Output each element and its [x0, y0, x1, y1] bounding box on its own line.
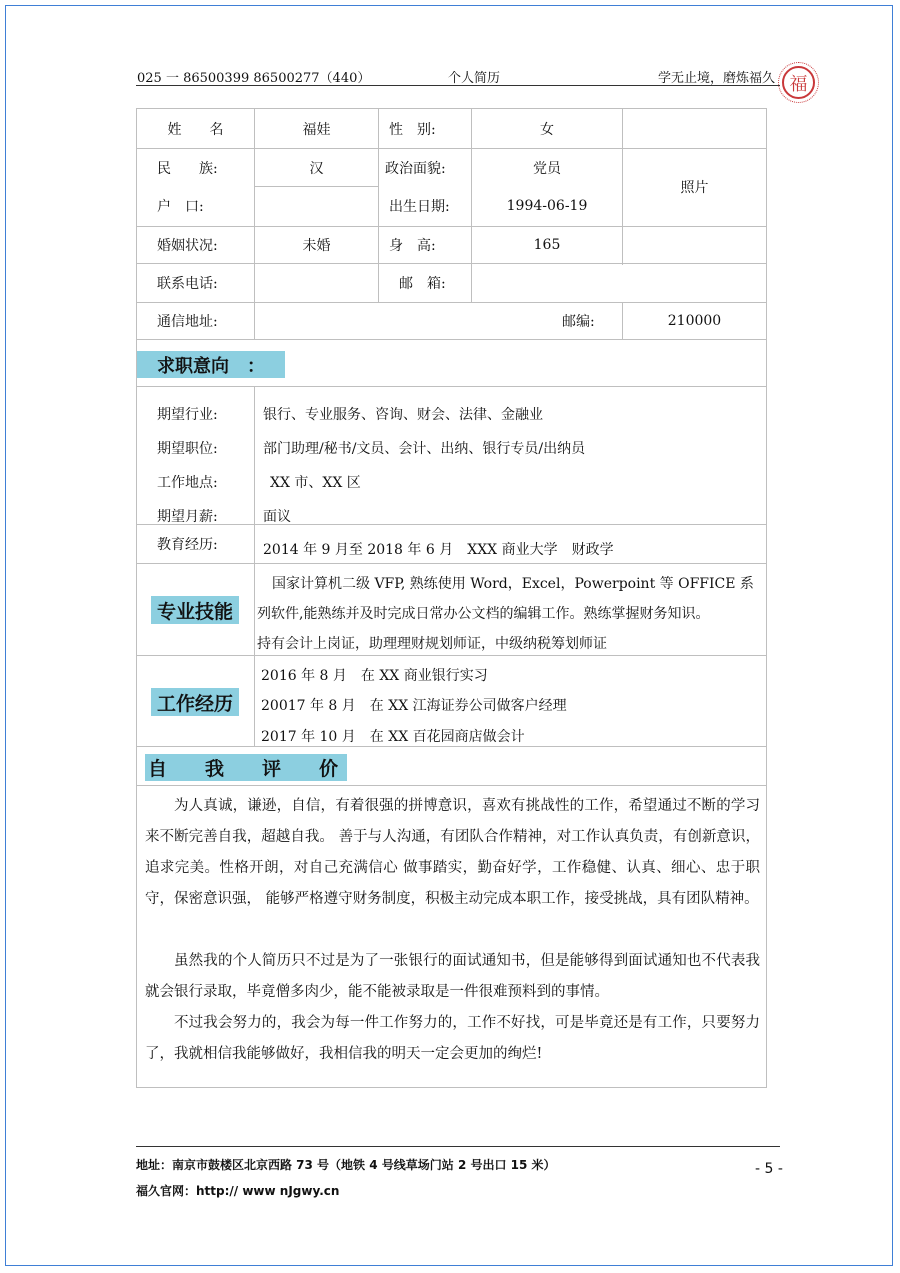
self-eval-body: [137, 786, 766, 1088]
address-label: 通信地址:: [157, 314, 218, 330]
skills-title: 专业技能: [151, 596, 239, 624]
photo-placeholder: 照片: [622, 109, 766, 265]
work-title: 工作经历: [151, 688, 239, 716]
page-number: - 5 -: [755, 1161, 783, 1177]
industry-value: 银行、专业服务、咨询、财会、法律、金融业: [263, 407, 543, 423]
education-label: 教育经历:: [157, 537, 218, 553]
marital-label: 婚姻状况:: [157, 238, 218, 254]
header-phone: 025 一 86500399 86500277（440）: [137, 71, 371, 86]
marital-value: 未婚: [254, 227, 378, 263]
height-value: 165: [471, 227, 622, 263]
address-value: [254, 303, 538, 339]
skills-line-1: 国家计算机二级 VFP, 熟练使用 Word，Excel，Powerpoint 等 OFFICE 系: [272, 576, 754, 592]
location-label: 工作地点:: [157, 475, 218, 491]
phone-label: 联系电话:: [157, 276, 218, 292]
education-row: [137, 525, 766, 564]
self-eval-paragraph: 虽然我的个人简历只不过是为了一张银行的面试通知书，但是能够得到面试通知也不代表我就会银行录取，毕竟僧多肉少，能不能被录取是一件很难预料到的事情。: [145, 953, 760, 1000]
political-value: 党员: [471, 149, 622, 186]
self-eval-title: 自 我 评 价: [145, 754, 347, 781]
row-address: [137, 303, 766, 340]
education-value: 2014 年 9 月至 2018 年 6 月 XXX 商业大学 财政学: [254, 525, 766, 563]
hukou-label: 户 口:: [157, 199, 204, 215]
job-intention-block: [137, 387, 766, 525]
birth-label: 出生日期:: [378, 186, 471, 226]
skills-row: [137, 564, 766, 656]
industry-label: 期望行业:: [157, 407, 218, 423]
zip-label: 邮编:: [562, 314, 595, 330]
gender-label: 性 别:: [378, 109, 471, 148]
name-label: 姓 名: [167, 121, 224, 138]
footer-website: 福久官网：http:// www nJgwy.cn: [136, 1184, 340, 1198]
location-value: XX 市、XX 区: [270, 475, 361, 491]
position-value: 部门助理/秘书/文员、会计、出纳、银行专员/出纳员: [263, 441, 586, 457]
phone-value: [254, 264, 378, 302]
skills-line-2: 列软件,能熟练并及时完成日常办公文档的编辑工作。熟练掌握财务知识。: [257, 606, 710, 622]
position-label: 期望职位:: [157, 441, 218, 457]
political-label: 政治面貌:: [378, 149, 471, 186]
divider: [254, 387, 255, 524]
gender-value: 女: [471, 109, 622, 148]
email-value: [471, 264, 766, 302]
work-row: [137, 656, 766, 747]
self-eval-paragraph: 为人真诚，谦逊，自信，有着很强的拼博意识，喜欢有挑战性的工作，希望通过不断的学习来不断完善自我，超越自我。 善于与人沟通，有团队合作精神，对工作认真负责，有创新意识，追求完美。性格开朗，对自己充满信心 做事踏实，勤奋好学，工作稳健、认真、细心、忠于职守，保密意识强， 能够严格遵守财务制度，积极主动完成本职工作，接受挑战，具有团队精神。: [145, 798, 760, 907]
email-label: 邮 箱:: [378, 264, 471, 302]
skills-line-3: 持有会计上岗证，助理理财规划师证，中级纳税筹划师证: [257, 636, 607, 652]
header-motto: 学无止境，磨炼福久: [658, 71, 776, 86]
row-contact: [137, 264, 766, 303]
divider: [254, 564, 255, 655]
hukou-value: [254, 186, 378, 226]
job-intention-title: 求职意向 ：: [137, 351, 285, 378]
salary-value: 面议: [263, 509, 291, 525]
birth-value: 1994-06-19: [471, 186, 622, 226]
divider: [254, 656, 255, 746]
ethnicity-label: 民 族:: [157, 160, 218, 177]
work-item: 2016 年 8 月 在 XX 商业银行实习: [261, 668, 488, 684]
height-label: 身 高:: [378, 227, 471, 263]
header-title: 个人简历: [448, 71, 501, 86]
seal-logo: 福: [782, 66, 815, 99]
ethnicity-value: 汉: [254, 149, 378, 186]
work-item: 2017 年 10 月 在 XX 百花园商店做会计: [261, 729, 525, 745]
zip-value: 210000: [622, 303, 766, 339]
job-intention-header-row: [137, 340, 766, 387]
footer-divider: [136, 1146, 780, 1147]
salary-label: 期望月薪:: [157, 509, 218, 525]
work-item: 20017 年 8 月 在 XX 江海证券公司做客户经理: [261, 698, 567, 714]
header-divider: [136, 85, 780, 86]
footer-address: 地址：南京市鼓楼区北京西路 73 号（地铁 4 号线草场门站 2 号出口 15 米）: [136, 1158, 556, 1172]
resume-table: [136, 108, 767, 1088]
name-value: 福娃: [254, 109, 378, 148]
self-eval-header-row: [137, 747, 766, 786]
self-eval-paragraph: 不过我会努力的，我会为每一件工作努力的，工作不好找，可是毕竟还是有工作，只要努力了，我就相信我能够做好，我相信我的明天一定会更加的绚烂!: [145, 1015, 760, 1062]
